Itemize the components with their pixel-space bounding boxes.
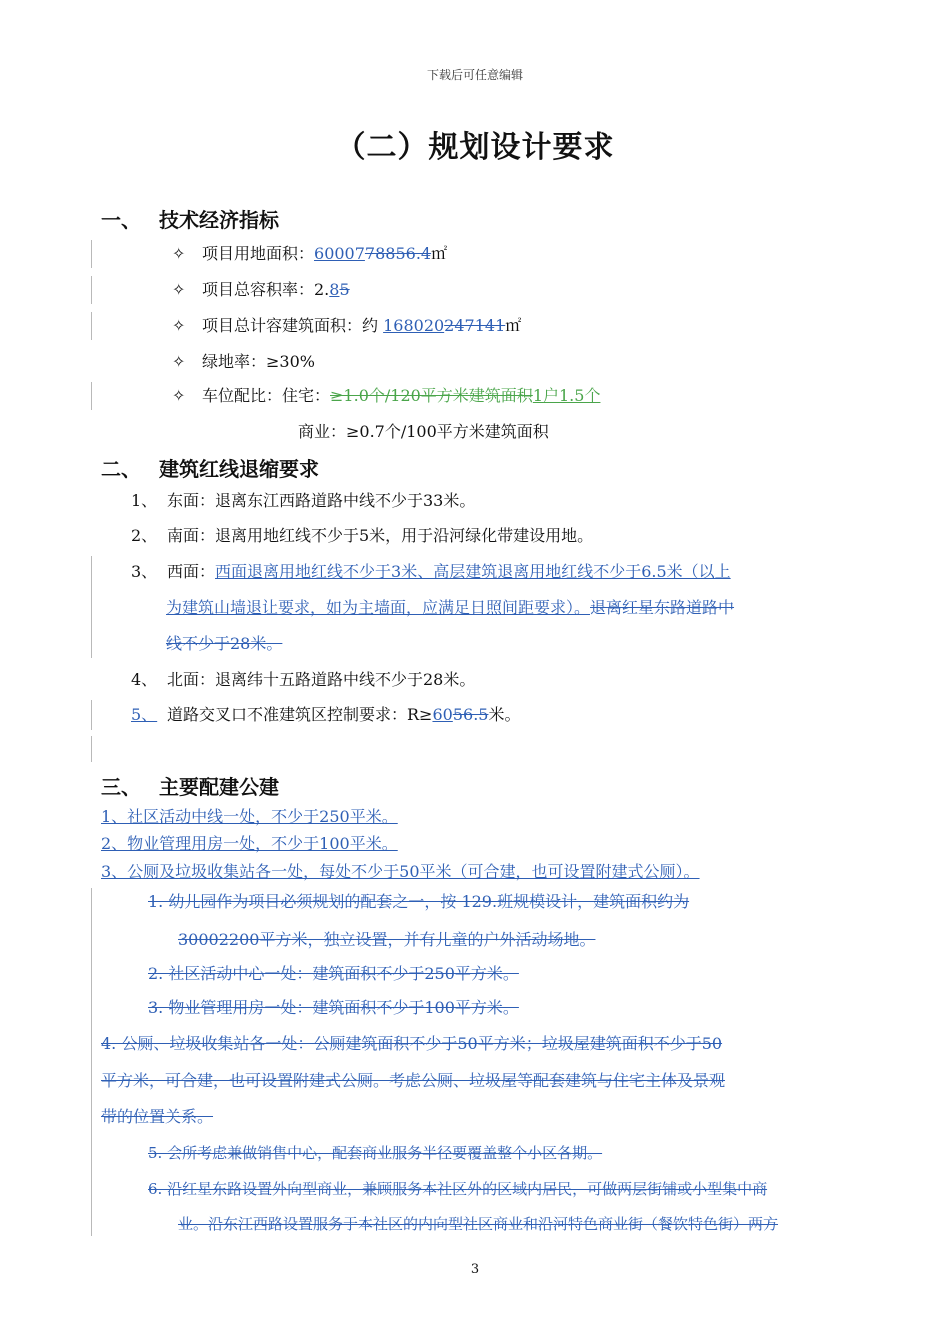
deleted-commercial: 6. 沿红星东路设置外向型商业，兼顾服务本社区外的区域内居民，可做两层街铺或小型集中商 [148, 1180, 768, 1198]
change-bar [91, 700, 92, 730]
section-number: 一、 [101, 208, 141, 232]
list-text: 南面：退离用地红线不少于5米，用于沿河绿化带建设用地。 [167, 526, 594, 545]
list-text: 西面： [167, 562, 216, 581]
diamond-bullet-icon: ✧ [172, 244, 186, 263]
deleted-text: 247141 [444, 316, 506, 335]
list-number: 2、 [131, 526, 158, 545]
change-bar [91, 888, 92, 1236]
list-number: 4、 [131, 670, 158, 689]
setback-west [131, 561, 731, 583]
list-number: 1、 [131, 491, 158, 510]
page-header: 下载后可任意编辑 [426, 68, 523, 82]
deleted-kindergarten-cont: 30002200平方米，独立设置，并有儿童的户外活动场地。 [178, 930, 596, 949]
section-title: 技术经济指标 [159, 208, 279, 232]
item-floor-area [172, 315, 521, 337]
setback-west-cont [166, 597, 734, 619]
diamond-bullet-icon: ✧ [172, 280, 186, 299]
change-bar [91, 240, 92, 268]
section-title: 主要配建公建 [159, 775, 279, 799]
change-bar [91, 382, 92, 410]
section-number: 三、 [101, 775, 141, 799]
item-label: 绿地率：≥30% [202, 352, 315, 371]
deleted-text: 56.5 [452, 705, 489, 724]
diamond-bullet-icon: ✧ [172, 316, 186, 335]
list-text: 道路交叉口不准建筑区控制要求：R≥ [167, 705, 433, 724]
inserted-text: 8 [329, 280, 340, 299]
section-1-heading [101, 204, 279, 233]
list-number: 5、 [131, 705, 158, 724]
section-number: 二、 [101, 457, 141, 481]
deleted-community-center: 2. 社区活动中心一处：建筑面积不少于250平方米。 [148, 964, 519, 983]
item-far [172, 279, 350, 301]
section-2-heading [101, 453, 319, 482]
item-parking [172, 385, 600, 407]
item-label: 项目总计容建筑面积：约 [202, 316, 384, 335]
list-number: 3、 [131, 562, 158, 581]
unit: ㎡ [505, 316, 522, 335]
deleted-commercial-cont: 业。沿东江西路设置服务于本社区的内向型社区商业和沿河特色商业街（餐饮特色街）两方 [178, 1215, 779, 1233]
facility-toilet: 3、公厕及垃圾收集站各一处，每处不少于50平米（可合建，也可设置附建式公厕）。 [101, 862, 700, 881]
facility-property: 2、物业管理用房一处，不少于100平米。 [101, 834, 398, 853]
deleted-property-room: 3. 物业管理用房一处：建筑面积不少于100平方米。 [148, 998, 519, 1017]
deleted-text: 退离红星东路道路中 [590, 598, 735, 617]
list-text: 东面：退离东江西路道路中线不少于33米。 [167, 491, 476, 510]
deleted-clubhouse: 5. 会所考虑兼做销售中心，配套商业服务半径要覆盖整个小区各期。 [148, 1144, 603, 1162]
list-text: 米。 [488, 705, 521, 724]
page-number: 3 [470, 1262, 480, 1277]
deleted-text: 线不少于28米。 [166, 634, 283, 653]
setback-west-cont2 [166, 633, 282, 655]
inserted-text: 60007 [314, 244, 365, 263]
section-3-heading [101, 771, 279, 800]
change-bar [91, 736, 92, 762]
inserted-text: 西面退离用地红线不少于3米、高层建筑退离用地红线不少于6.5米（以上 [215, 562, 731, 581]
item-label: 项目用地面积： [202, 244, 315, 263]
inserted-text: 168020 [383, 316, 445, 335]
deleted-toilet-cont: 平方米，可合建，也可设置附建式公厕。考虑公厕、垃圾屋等配套建筑与住宅主体及景观 [101, 1071, 726, 1090]
inserted-text: 60 [432, 705, 453, 724]
deleted-toilet-cont2: 带的位置关系。 [101, 1107, 214, 1126]
page-title: （二）规划设计要求 [335, 130, 615, 165]
deleted-text: ≥1.0个/120平方米建筑面积 [330, 386, 533, 405]
setback-north [131, 669, 475, 691]
change-bar [91, 312, 92, 340]
inserted-text: 为建筑山墙退让要求，如为主墙面，应满足日照间距要求）。 [166, 598, 591, 617]
section-title: 建筑红线退缩要求 [159, 457, 319, 481]
item-label: 项目总容积率：2. [202, 280, 330, 299]
item-label: 车位配比：住宅： [202, 386, 331, 405]
deleted-toilet: 4. 公厕、垃圾收集站各一处：公厕建筑面积不少于50平方米；垃圾屋建筑面积不少于50 [101, 1034, 723, 1053]
setback-south [131, 525, 593, 547]
item-green-ratio [172, 351, 315, 373]
deleted-kindergarten: 1. 幼儿园作为项目必须规划的配套之一，按 129.班规模设计，建筑面积约为 [148, 892, 690, 911]
change-bar [91, 276, 92, 304]
item-commercial-parking: 商业：≥0.7个/100平方米建筑面积 [298, 422, 549, 441]
unit: ㎡ [431, 244, 448, 263]
facility-community: 1、社区活动中线一处，不少于250平米。 [101, 807, 398, 826]
setback-east [131, 490, 475, 512]
item-land-area [172, 243, 447, 265]
change-bar [91, 556, 92, 658]
setback-intersection [131, 704, 520, 726]
diamond-bullet-icon: ✧ [172, 352, 186, 371]
list-text: 北面：退离纬十五路道路中线不少于28米。 [167, 670, 476, 689]
inserted-text: 1户1.5个 [532, 386, 601, 405]
diamond-bullet-icon: ✧ [172, 386, 186, 405]
deleted-text: 5 [339, 280, 350, 299]
deleted-text: 78856.4 [364, 244, 432, 263]
